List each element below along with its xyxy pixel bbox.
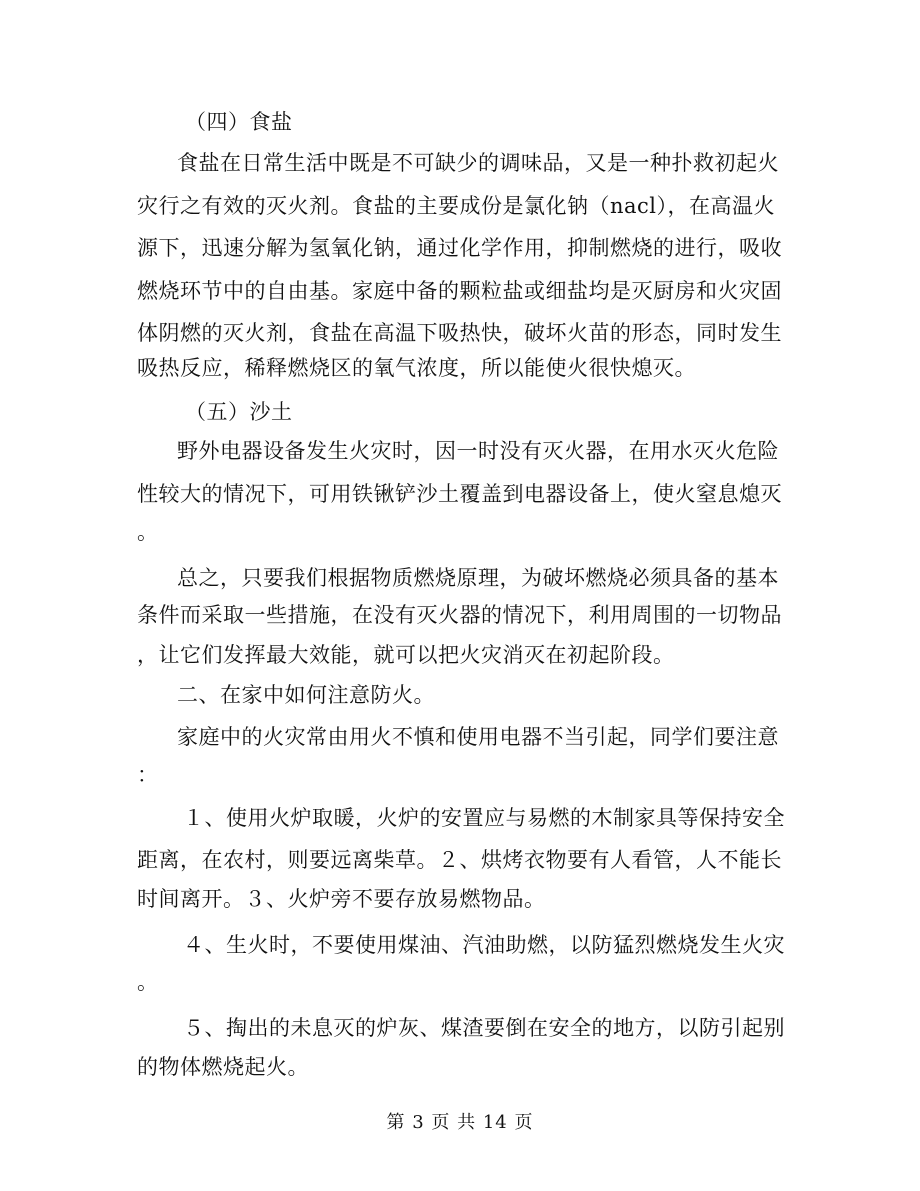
paragraph-line: 条件而采取一些措施，在没有灭火器的情况下，利用周围的一切物品 bbox=[137, 603, 782, 627]
list-item-line: ５、掏出的未息灭的炉灰、煤渣要倒在安全的地方，以防引起别 bbox=[183, 1016, 785, 1040]
heading-salt: （四）食盐 bbox=[185, 110, 293, 134]
paragraph-line: 灾行之有效的灭火剂。食盐的主要成份是氯化钠（nacl），在高温火 bbox=[137, 194, 776, 218]
paragraph-line: ，让它们发挥最大效能，就可以把火灾消灭在初起阶段。 bbox=[137, 643, 675, 667]
paragraph-line: 野外电器设备发生火灾时，因一时没有灭火器，在用水灭火危险 bbox=[177, 439, 779, 463]
list-item-line: 的物体燃烧起火。 bbox=[137, 1055, 309, 1079]
paragraph-line: 食盐在日常生活中既是不可缺少的调味品，又是一种扑救初起火 bbox=[177, 151, 779, 175]
list-item-line: ４、生火时，不要使用煤油、汽油助燃，以防猛烈燃烧发生火灾 bbox=[183, 933, 785, 957]
list-item-line: 时间离开。３、火炉旁不要存放易燃物品。 bbox=[137, 887, 546, 911]
paragraph-line: 总之，只要我们根据物质燃烧原理，为破坏燃烧必须具备的基本 bbox=[177, 566, 779, 590]
paragraph-line: 体阴燃的灭火剂，食盐在高温下吸热快，破坏火苗的形态，同时发生 bbox=[137, 321, 782, 345]
paragraph-line: ： bbox=[137, 763, 159, 787]
paragraph-line: 家庭中的火灾常由用火不慎和使用电器不当引起，同学们要注意 bbox=[177, 725, 779, 749]
paragraph-line: 源下，迅速分解为氢氧化钠，通过化学作用，抑制燃烧的进行，吸收 bbox=[137, 236, 782, 260]
paragraph-line: 。 bbox=[137, 520, 159, 544]
list-item-line: １、使用火炉取暖，火炉的安置应与易燃的木制家具等保持安全 bbox=[183, 806, 785, 830]
paragraph-line: 吸热反应，稀释燃烧区的氧气浓度，所以能使火很快熄灭。 bbox=[137, 356, 696, 380]
paragraph-line: 性较大的情况下，可用铁锹铲沙土覆盖到电器设备上，使火窒息熄灭 bbox=[137, 482, 782, 506]
paragraph-line: 燃烧环节中的自由基。家庭中备的颗粒盐或细盐均是灭厨房和火灾固 bbox=[137, 279, 782, 303]
heading-sand: （五）沙土 bbox=[185, 400, 293, 424]
list-item-line: 距离，在农村，则要远离柴草。２、烘烤衣物要有人看管，人不能长 bbox=[137, 848, 782, 872]
list-item-line: 。 bbox=[137, 970, 159, 994]
page-number-footer: 第 3 页 共 14 页 bbox=[386, 1112, 534, 1133]
section-heading-home-fire: 二、在家中如何注意防火。 bbox=[177, 683, 435, 707]
